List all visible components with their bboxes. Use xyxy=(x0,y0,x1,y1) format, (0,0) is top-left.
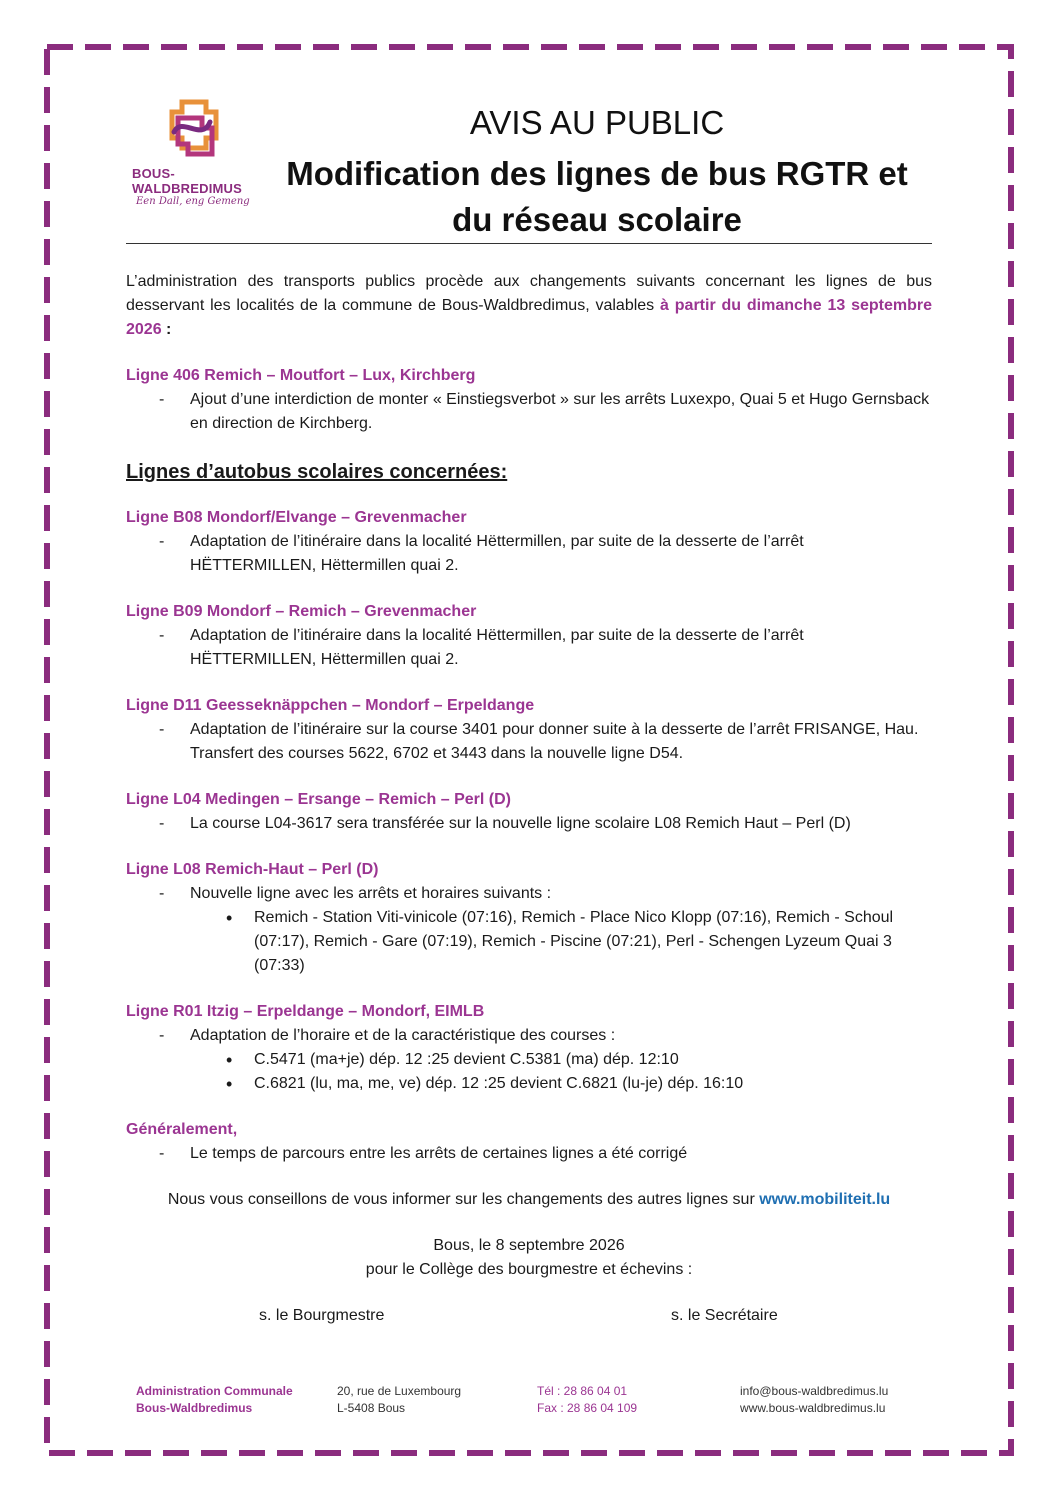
general-section xyxy=(126,1118,932,1166)
logo-emblem-icon xyxy=(162,98,222,164)
logo-line1: BOUS- xyxy=(132,166,175,181)
signature-secretary: s. le Secrétaire xyxy=(671,1307,778,1324)
signature-mayor: s. le Bourgmestre xyxy=(259,1307,385,1324)
footer-contact xyxy=(740,1383,888,1417)
footer-organization xyxy=(136,1383,293,1417)
school-line-b09 xyxy=(126,600,932,672)
school-line-d11 xyxy=(126,694,932,766)
logo-line2: WALDBREDIMUS xyxy=(132,181,243,196)
commune-logo xyxy=(132,98,252,216)
intro-text: L’administration des transports publics procède aux changements suivants concernant les lignes de bus desservant les localités de la commune de Bous-Waldbredimus, valables xyxy=(126,273,932,314)
school-line-item: - Adaptation de l’itinéraire dans la localité Hëttermillen, par suite de la desserte de l’arrêt HËTTERMILLEN, Hëttermillen quai 2. xyxy=(126,530,932,578)
page-title xyxy=(262,151,932,243)
mobiliteit-link[interactable]: www.mobiliteit.lu xyxy=(759,1191,891,1208)
footer-tel: Tél : 28 86 04 01 xyxy=(537,1384,628,1398)
closing-date: Bous, le 8 septembre 2026 xyxy=(433,1237,625,1254)
stop-schedule-bullet: • Remich - Station Viti-vinicole (07:16), Remich - Place Nico Klopp (07:16), Remich - Schoul (07:17), Remich - Gare (07:19), Remich - Piscine (07:21), Perl - Schengen Lyzeum Quai 3 (07:33) xyxy=(126,906,932,978)
school-line-title: Ligne L04 Medingen – Ersange – Remich – Perl (D) xyxy=(126,791,511,808)
school-line-title: Ligne L08 Remich-Haut – Perl (D) xyxy=(126,861,379,878)
general-item: - Le temps de parcours entre les arrêts de certaines lignes a été corrigé xyxy=(126,1142,932,1166)
school-line-l04 xyxy=(126,788,932,836)
footer-phone xyxy=(537,1383,637,1417)
school-line-item: - La course L04-3617 sera transférée sur la nouvelle ligne scolaire L08 Remich Haut – Perl (D) xyxy=(126,812,932,836)
notice-label: AVIS AU PUBLIC xyxy=(469,104,725,141)
school-line-item: - Adaptation de l’horaire et de la caractéristique des courses : xyxy=(126,1024,932,1048)
footer-org-line1: Administration Communale xyxy=(136,1384,293,1398)
validity-date: à partir du dimanche 13 septembre 2026 xyxy=(126,297,932,338)
signatures xyxy=(126,1304,932,1328)
intro-suffix: : xyxy=(161,321,172,338)
school-line-title: Ligne R01 Itzig – Erpeldange – Mondorf, EIMLB xyxy=(126,1003,485,1020)
school-line-item: - Adaptation de l’itinéraire dans la localité Hëttermillen, par suite de la desserte de l’arrêt HËTTERMILLEN, Hëttermillen quai 2. xyxy=(126,624,932,672)
footer-website-link[interactable]: www.bous-waldbredimus.lu xyxy=(740,1401,886,1415)
course-change-bullet: • C.6821 (lu, ma, me, ve) dép. 12 :25 devient C.6821 (lu-je) dép. 16:10 xyxy=(126,1072,932,1096)
footer-address xyxy=(337,1383,461,1417)
footer-postcode: L-5408 Bous xyxy=(337,1401,406,1415)
school-line-item: - Nouvelle ligne avec les arrêts et horaires suivants : xyxy=(126,882,932,906)
advice-paragraph xyxy=(126,1188,932,1212)
page-title-line1: Modification des lignes de bus RGTR et xyxy=(286,155,908,192)
logo-motto: Een Dall, eng Gemeng xyxy=(136,196,250,207)
header-divider xyxy=(126,243,932,244)
notice-body xyxy=(126,270,932,1328)
footer-org-line2: Bous-Waldbredimus xyxy=(136,1401,253,1415)
logo-wordmark xyxy=(132,166,242,196)
school-line-title: Ligne B08 Mondorf/Elvange – Grevenmacher xyxy=(126,509,467,526)
footer-email-link[interactable]: info@bous-waldbredimus.lu xyxy=(740,1384,889,1398)
advice-text: Nous vous conseillons de vous informer sur les changements des autres lignes sur xyxy=(167,1191,760,1208)
closing-college: pour le Collège des bourgmestre et échevins : xyxy=(365,1261,693,1278)
school-line-title: Ligne B09 Mondorf – Remich – Grevenmacher xyxy=(126,603,477,620)
school-lines-heading: Lignes d’autobus scolaires concernées: xyxy=(126,461,508,483)
page-title-line2: du réseau scolaire xyxy=(452,201,742,238)
school-line-l08 xyxy=(126,858,932,978)
school-line-item: - Adaptation de l’itinéraire sur la course 3401 pour donner suite à la desserte de l’arrêt FRISANGE, Hau. Transfert des courses 5622, 6702 et 3443 dans la nouvelle ligne D54. xyxy=(126,718,932,766)
general-title: Généralement, xyxy=(126,1121,238,1138)
line-406-section xyxy=(126,364,932,436)
course-change-bullet: • C.5471 (ma+je) dép. 12 :25 devient C.5381 (ma) dép. 12:10 xyxy=(126,1048,932,1072)
closing-block xyxy=(126,1234,932,1282)
footer-fax: Fax : 28 86 04 109 xyxy=(537,1401,638,1415)
school-line-b08 xyxy=(126,506,932,578)
school-line-title: Ligne D11 Geesseknäppchen – Mondorf – Erpeldange xyxy=(126,697,535,714)
line-406-title: Ligne 406 Remich – Moutfort – Lux, Kirchberg xyxy=(126,367,476,384)
intro-paragraph xyxy=(126,270,932,342)
line-406-item: - Ajout d’une interdiction de monter « Einstiegsverbot » sur les arrêts Luxexpo, Quai 5 et Hugo Gernsback en direction de Kirchberg. xyxy=(126,388,932,436)
school-line-r01 xyxy=(126,1000,932,1096)
footer-street: 20, rue de Luxembourg xyxy=(337,1384,462,1398)
